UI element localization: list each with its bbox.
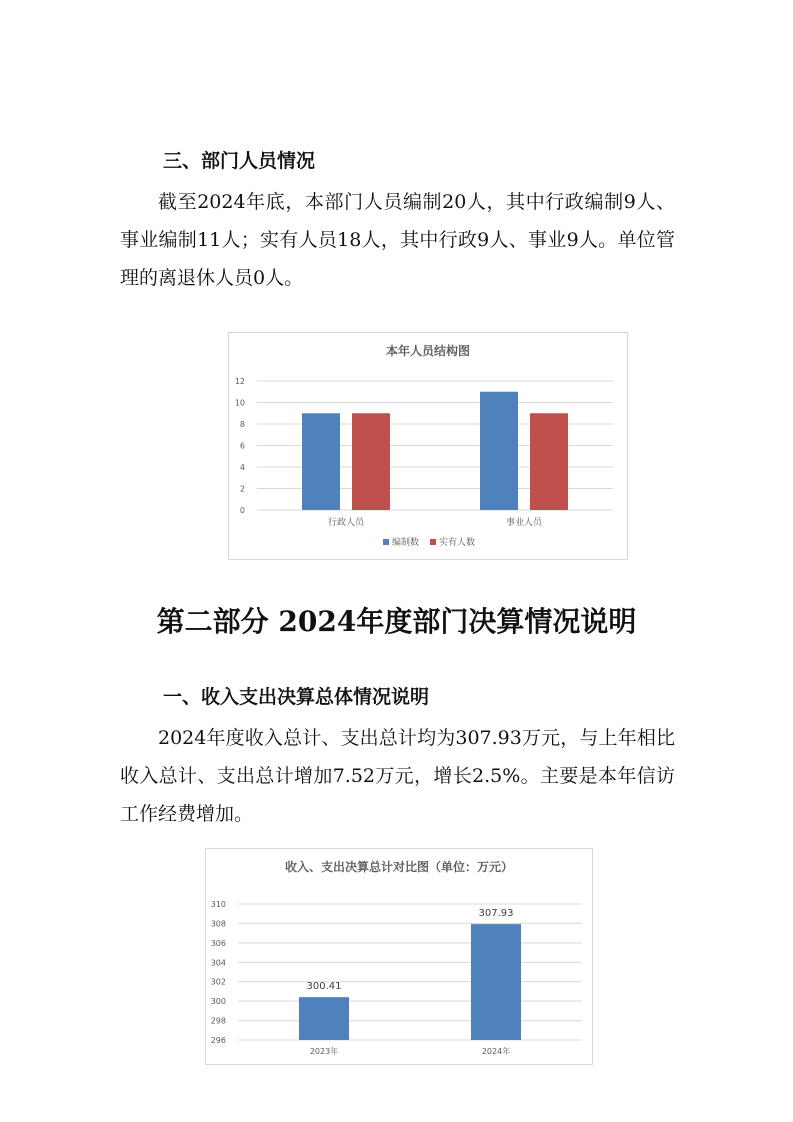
bar-2023年: [299, 997, 349, 1040]
y-tick-label: 2: [239, 484, 245, 494]
income-expense-chart: [205, 848, 593, 1065]
y-tick-label: 4: [239, 463, 245, 472]
staff-paragraph: 截至2024年底，本部门人员编制20人，其中行政编制9人、事业编制11人；实有人员18人，其中行政9人、事业9人。单位管理的离退休人员0人。: [120, 191, 675, 289]
y-tick-label: 10: [234, 398, 245, 408]
data-label: 300.41: [306, 981, 342, 993]
y-tick-label: 300: [210, 997, 226, 1007]
y-tick-label: 302: [210, 977, 226, 987]
y-tick-label: 304: [210, 958, 226, 968]
bar-实有人数-行政人员: [352, 413, 390, 510]
x-tick-label: 事业人员: [505, 518, 543, 528]
staff-structure-chart: [228, 332, 628, 560]
y-tick-label: 6: [239, 441, 245, 451]
chart-title: 本年人员结构图: [385, 344, 471, 358]
legend-swatch: [383, 539, 389, 545]
y-tick-label: 308: [210, 919, 226, 929]
y-tick-label: 306: [210, 938, 226, 948]
bar-2024年: [471, 924, 521, 1040]
section-heading-staff: 三、部门人员情况: [163, 150, 316, 172]
y-tick-label: 298: [210, 1016, 226, 1026]
x-tick-label: 2024年: [481, 1047, 511, 1056]
staff-structure-chart-svg: [229, 333, 627, 559]
x-tick-label: 行政人员: [327, 518, 365, 528]
data-label: 307.93: [478, 908, 514, 920]
overview-paragraph: 2024年度收入总计、支出总计均为307.93万元，与上年相比收入总计、支出总计增加7.52万元，增长2.5%。主要是本年信访工作经费增加。: [120, 727, 675, 825]
chart-title: 收入、支出决算总计对比图（单位：万元）: [284, 860, 514, 874]
bar-实有人数-事业人员: [530, 413, 568, 510]
y-tick-label: 12: [234, 377, 245, 386]
y-tick-label: 0: [239, 506, 245, 515]
legend-label: 实有人数: [439, 538, 476, 548]
income-expense-chart-svg: [206, 849, 592, 1064]
section-heading-overview: 一、收入支出决算总体情况说明: [163, 686, 430, 708]
legend-swatch: [430, 539, 436, 545]
bar-编制数-事业人员: [480, 392, 518, 510]
x-tick-label: 2023年: [309, 1047, 339, 1056]
bar-编制数-行政人员: [302, 413, 340, 510]
y-tick-label: 296: [210, 1036, 226, 1045]
y-tick-label: 8: [239, 420, 245, 429]
y-tick-label: 310: [210, 900, 226, 909]
legend-label: 编制数: [392, 538, 420, 548]
part-title: 第二部分 2024年度部门决算情况说明: [156, 605, 637, 638]
